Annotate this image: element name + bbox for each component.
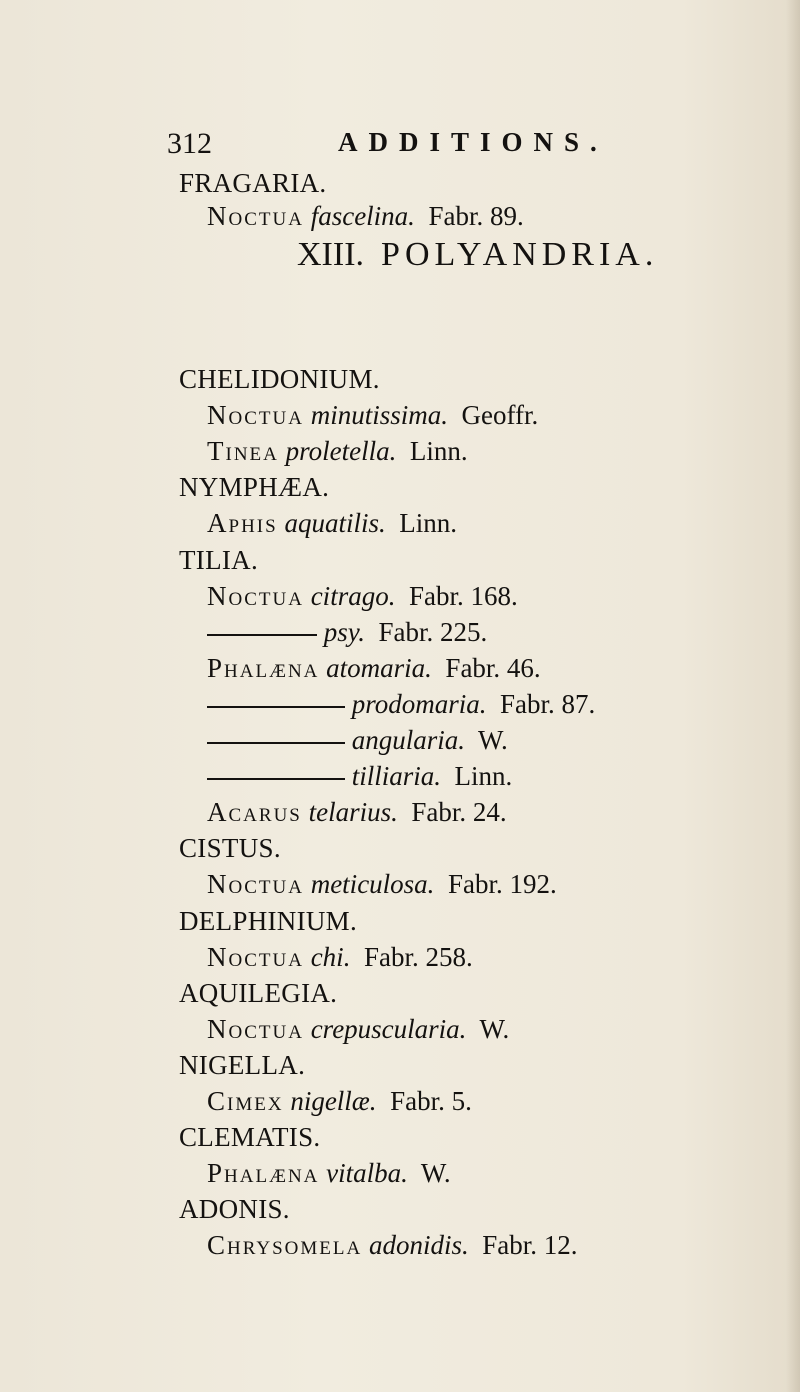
species-name: aquatilis. bbox=[284, 508, 386, 538]
order-name: Acarus bbox=[207, 797, 302, 827]
species-entry bbox=[207, 1086, 472, 1117]
species-name: adonidis. bbox=[368, 1230, 469, 1260]
order-name: Phalæna bbox=[207, 653, 320, 683]
section-title: POLYANDRIA. bbox=[381, 236, 659, 273]
species-entry bbox=[207, 201, 524, 232]
genus-heading: DELPHINIUM. bbox=[179, 906, 358, 936]
author-citation: Fabr. 24. bbox=[411, 797, 507, 827]
author-citation: W. bbox=[420, 1158, 451, 1188]
page-number: 312 bbox=[167, 127, 212, 160]
order-name: Noctua bbox=[207, 869, 304, 899]
species-entry bbox=[207, 942, 473, 973]
author-citation: Fabr. 5. bbox=[390, 1086, 472, 1116]
order-name: Aphis bbox=[207, 508, 278, 538]
species-name: psy. bbox=[323, 617, 366, 647]
order-name: Cimex bbox=[207, 1086, 284, 1116]
species-name: chi. bbox=[310, 942, 351, 972]
species-name: telarius. bbox=[308, 797, 398, 827]
species-name: meticulosa. bbox=[310, 869, 435, 899]
species-name: vitalba. bbox=[326, 1158, 408, 1188]
species-entry bbox=[207, 689, 595, 720]
species-name: tilliaria. bbox=[351, 761, 442, 791]
species-entry bbox=[207, 1158, 451, 1189]
author-citation: Fabr. 46. bbox=[445, 653, 541, 683]
ditto-dash bbox=[207, 634, 317, 636]
genus-heading: FRAGARIA. bbox=[179, 168, 327, 198]
ditto-dash bbox=[207, 778, 345, 780]
author-citation: Fabr. 258. bbox=[363, 942, 473, 972]
order-name: Noctua bbox=[207, 201, 304, 231]
genus-heading: NIGELLA. bbox=[179, 1050, 306, 1080]
species-entry bbox=[207, 797, 507, 828]
section-heading bbox=[297, 236, 658, 274]
order-name: Chrysomela bbox=[207, 1230, 363, 1260]
species-name: proletella. bbox=[285, 436, 397, 466]
genus-heading: CISTUS. bbox=[179, 833, 281, 863]
species-entry bbox=[207, 617, 487, 648]
species-name: citrago. bbox=[310, 581, 396, 611]
species-entry bbox=[207, 1014, 509, 1045]
author-citation: Fabr. 89. bbox=[428, 201, 524, 231]
species-name: prodomaria. bbox=[351, 689, 487, 719]
author-citation: Fabr. 168. bbox=[408, 581, 518, 611]
order-name: Noctua bbox=[207, 400, 304, 430]
species-entry bbox=[207, 869, 557, 900]
genus-heading: CLEMATIS. bbox=[179, 1122, 321, 1152]
running-title: ADDITIONS. bbox=[338, 127, 608, 157]
order-name: Tinea bbox=[207, 436, 279, 466]
section-numeral: XIII. bbox=[297, 236, 365, 273]
genus-heading: CHELIDONIUM. bbox=[179, 364, 380, 394]
author-citation: W. bbox=[479, 1014, 510, 1044]
genus-heading: ADONIS. bbox=[179, 1194, 290, 1224]
species-name: crepuscularia. bbox=[310, 1014, 467, 1044]
author-citation: Fabr. 12. bbox=[482, 1230, 578, 1260]
genus-heading: NYMPHÆA. bbox=[179, 472, 330, 502]
species-name: atomaria. bbox=[326, 653, 432, 683]
author-citation: Linn. bbox=[454, 761, 513, 791]
author-citation: Fabr. 87. bbox=[500, 689, 596, 719]
genus-heading: TILIA. bbox=[179, 545, 259, 575]
author-citation: Fabr. 192. bbox=[447, 869, 557, 899]
species-entry bbox=[207, 400, 538, 431]
species-name: minutissima. bbox=[310, 400, 448, 430]
species-name: fascelina. bbox=[310, 201, 415, 231]
species-entry bbox=[207, 508, 457, 539]
ditto-dash bbox=[207, 706, 345, 708]
order-name: Noctua bbox=[207, 1014, 304, 1044]
author-citation: Linn. bbox=[409, 436, 468, 466]
species-name: nigellæ. bbox=[290, 1086, 377, 1116]
species-entry bbox=[207, 436, 468, 467]
page-edge-shadow bbox=[786, 0, 800, 1392]
genus-heading: AQUILEGIA. bbox=[179, 978, 338, 1008]
ditto-dash bbox=[207, 742, 345, 744]
species-entry bbox=[207, 725, 508, 756]
author-citation: Fabr. 225. bbox=[378, 617, 488, 647]
author-citation: Linn. bbox=[399, 508, 457, 538]
order-name: Noctua bbox=[207, 581, 304, 611]
species-entry bbox=[207, 1230, 577, 1261]
order-name: Noctua bbox=[207, 942, 304, 972]
species-entry bbox=[207, 761, 512, 792]
order-name: Phalæna bbox=[207, 1158, 320, 1188]
species-name: angularia. bbox=[351, 725, 466, 755]
species-entry bbox=[207, 653, 541, 684]
species-entry bbox=[207, 581, 518, 612]
author-citation: W. bbox=[478, 725, 508, 755]
author-citation: Geoffr. bbox=[461, 400, 539, 430]
